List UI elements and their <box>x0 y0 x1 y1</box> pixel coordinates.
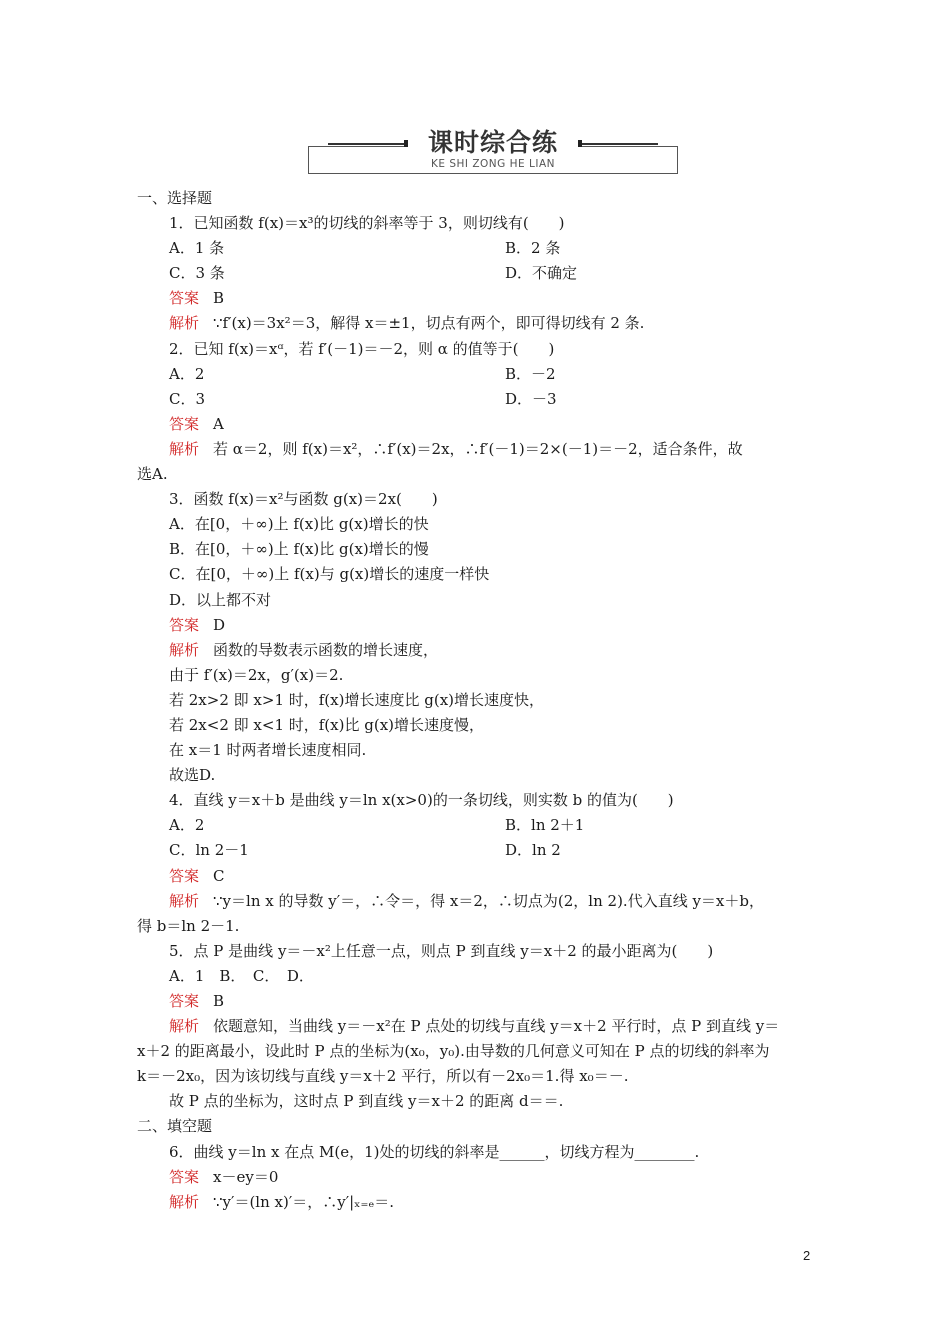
answer-label: 答案 <box>169 992 200 1010</box>
section-title: 一、选择题 <box>137 189 213 207</box>
answer-label: 答案 <box>169 289 200 308</box>
analysis-text: 若 α＝2，则 f(x)＝x²，∴f′(x)＝2x，∴f′(－1)＝2×(－1)＝－2，适合条件，故 <box>213 439 743 458</box>
question-stem: 5．点 P 是曲线 y＝－x²上任意一点，则点 P 到直线 y＝x＋2 的最小距离为( ) <box>169 941 714 960</box>
section-banner <box>308 128 680 176</box>
question-stem: 2．已知 f(x)＝xᵅ，若 f′(－1)＝－2，则 α 的值等于( ) <box>169 339 555 358</box>
banner-rule-left <box>328 143 408 145</box>
option-row <box>137 236 817 261</box>
banner-subtitle: KE SHI ZONG HE LIAN <box>431 158 555 170</box>
option: C．3 <box>169 389 206 408</box>
analysis-label: 解析 <box>169 1017 200 1036</box>
answer-value: D <box>213 615 226 634</box>
analysis-text: x＋2 的距离最小，设此时 P 点的坐标为(x₀，y₀).由导数的几何意义可知在 P 点的切线的斜率为 <box>137 1042 770 1061</box>
option: C．3 条 <box>169 264 225 283</box>
banner-rule-right <box>578 143 658 145</box>
answer-label: 答案 <box>169 414 200 433</box>
analysis-text: 故 P 点的坐标为，这时点 P 到直线 y＝x＋2 的距离 d＝＝. <box>169 1092 564 1111</box>
analysis-text: 在 x＝1 时两者增长速度相同. <box>169 741 367 760</box>
analysis-line <box>137 889 817 914</box>
answer-line <box>137 286 817 311</box>
analysis-line <box>137 638 817 663</box>
option: A．2 <box>169 364 205 383</box>
analysis-text: 若 2x>2 即 x>1 时，f(x)增长速度比 g(x)增长速度快， <box>169 690 545 709</box>
analysis-line <box>137 437 817 462</box>
option-row <box>137 261 817 286</box>
analysis-text: 由于 f′(x)＝2x，g′(x)＝2. <box>169 665 344 684</box>
analysis-line <box>137 311 817 336</box>
question-stem: 3．函数 f(x)＝x²与函数 g(x)＝2x( ) <box>169 490 438 509</box>
answer-label: 答案 <box>169 615 200 634</box>
option: A．1 B． C． D． <box>169 966 314 985</box>
analysis-text: ∵y＝ln x 的导数 y′＝，∴令＝，得 x＝2，∴切点为(2，ln 2).代入直线 y＝x＋b， <box>213 891 764 910</box>
answer-label: 答案 <box>169 866 200 885</box>
answer-line <box>137 864 817 889</box>
banner-title: 课时综合练 <box>408 128 578 162</box>
question-stem: 6．曲线 y＝ln x 在点 M(e，1)处的切线的斜率是______，切线方程为________. <box>169 1142 700 1161</box>
option: D．－3 <box>505 389 557 408</box>
analysis-line <box>137 1014 817 1039</box>
analysis-text: 若 2x<2 即 x<1 时，f(x)比 g(x)增长速度慢， <box>169 715 485 734</box>
option-row <box>137 813 817 838</box>
analysis-line <box>137 1190 817 1215</box>
analysis-text: ∵y′＝(ln x)′＝，∴y′|ₓ₌ₑ＝. <box>213 1192 395 1211</box>
analysis-text: ∵f′(x)＝3x²＝3，解得 x＝±1，切点有两个，即可得切线有 2 条. <box>213 314 645 333</box>
option: D．ln 2 <box>505 841 561 860</box>
option: C．在[0，＋∞)上 f(x)与 g(x)增长的速度一样快 <box>169 565 490 584</box>
option: A．2 <box>169 816 205 835</box>
option: D．以上都不对 <box>169 590 272 609</box>
option-row <box>137 387 817 412</box>
answer-value: A <box>213 414 224 433</box>
page-number: 2 <box>803 1248 811 1263</box>
option: B．在[0，＋∞)上 f(x)比 g(x)增长的慢 <box>169 540 429 559</box>
analysis-text: k＝－2x₀，因为该切线与直线 y＝x＋2 平行，所以有－2x₀＝1.得 x₀＝－. <box>137 1067 629 1086</box>
analysis-label: 解析 <box>169 439 200 458</box>
question-stem: 4．直线 y＝x＋b 是曲线 y＝ln x(x>0)的一条切线，则实数 b 的值为( ) <box>169 791 674 810</box>
answer-label: 答案 <box>169 1167 200 1186</box>
analysis-text: 选A. <box>137 465 168 484</box>
answer-line <box>137 412 817 437</box>
answer-line <box>137 1165 817 1190</box>
option: A．1 条 <box>169 239 225 258</box>
section-title: 二、填空题 <box>137 1117 213 1136</box>
answer-value: B <box>213 289 225 308</box>
option-row <box>137 838 817 863</box>
analysis-text: 故选D. <box>169 766 216 785</box>
analysis-text: 得 b＝ln 2－1. <box>137 916 240 935</box>
question-stem: 1．已知函数 f(x)＝x³的切线的斜率等于 3，则切线有( ) <box>169 214 565 233</box>
answer-value: C <box>213 866 225 885</box>
answer-line <box>137 989 817 1014</box>
option: B．2 条 <box>505 239 561 258</box>
analysis-label: 解析 <box>169 640 200 659</box>
worksheet-content <box>137 186 817 1215</box>
option: C．ln 2－1 <box>169 841 249 860</box>
analysis-text: 函数的导数表示函数的增长速度， <box>213 640 439 659</box>
option: B．ln 2＋1 <box>505 816 585 835</box>
analysis-label: 解析 <box>169 314 200 333</box>
answer-value: x－ey＝0 <box>213 1167 279 1186</box>
option: D．不确定 <box>505 264 578 283</box>
answer-value: B <box>213 992 225 1010</box>
analysis-text: 依题意知，当曲线 y＝－x²在 P 点处的切线与直线 y＝x＋2 平行时，点 P 到直线 y＝ <box>213 1017 780 1036</box>
analysis-label: 解析 <box>169 1192 200 1211</box>
answer-line <box>137 613 817 638</box>
option: A．在[0，＋∞)上 f(x)比 g(x)增长的快 <box>169 515 429 534</box>
analysis-label: 解析 <box>169 891 200 910</box>
option: B．－2 <box>505 364 556 383</box>
option-row <box>137 362 817 387</box>
